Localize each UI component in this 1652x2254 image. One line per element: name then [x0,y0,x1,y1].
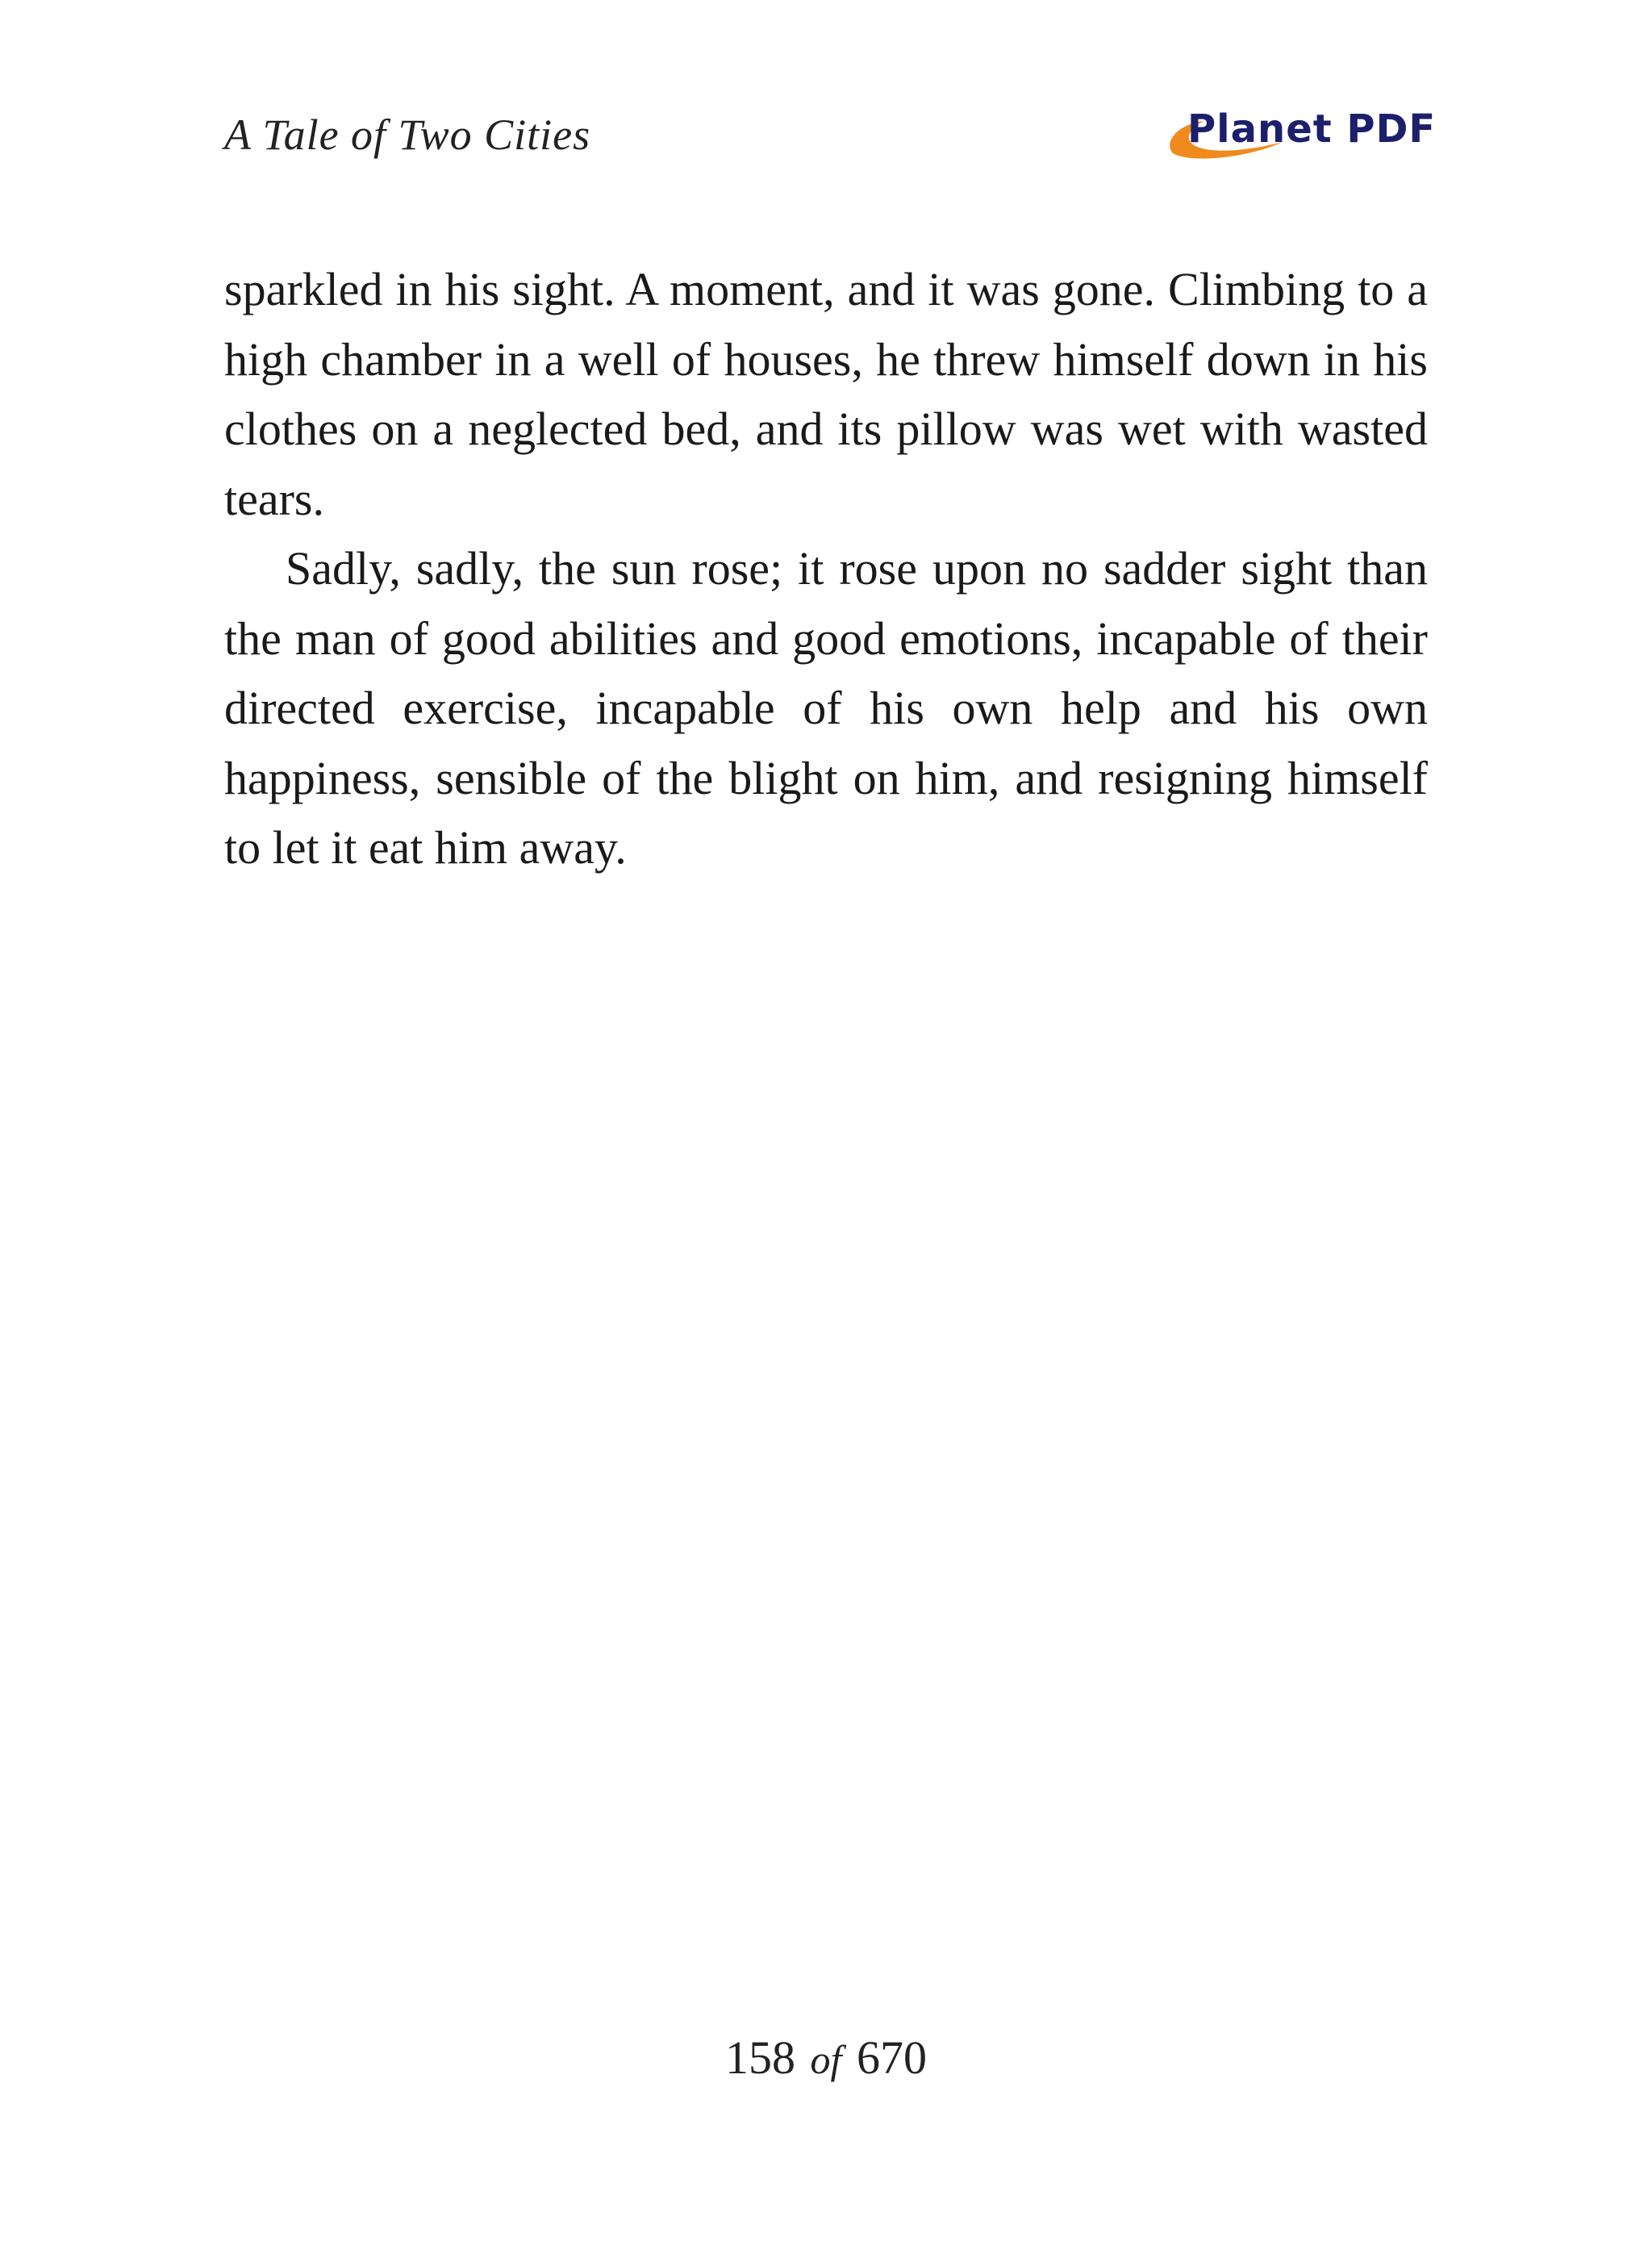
current-page-number: 158 [725,2031,796,2084]
logo-text: Planet PDF [1187,106,1437,152]
paragraph-1: sparkled in his sight. A moment, and it was gone. Climbing to a high chamber in a well of houses, he threw himself down in his clothes on a neglected bed, and its pillow was wet with wasted tears. [224,263,1428,525]
page-number [0,2030,1652,2088]
planet-pdf-logo [1162,97,1436,169]
total-pages-number: 670 [856,2031,927,2084]
paragraph-2: Sadly, sadly, the sun rose; it rose upon no sadder sight than the man of good abilities and good emotions, incapable of their directed exercise, incapable of his own help and his own happiness, sensible of the blight on him, and resigning himself to let it eat him away. [224,542,1428,874]
page-of-label: of [810,2037,842,2082]
body-text [224,255,1428,883]
running-title: A Tale of Two Cities [224,111,591,159]
